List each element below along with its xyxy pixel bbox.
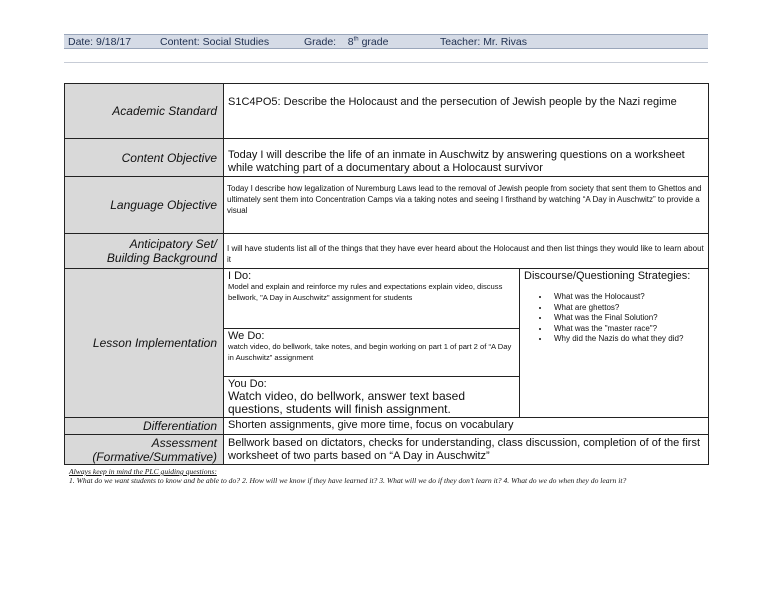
- discourse-heading: Discourse/Questioning Strategies:: [524, 270, 691, 282]
- plc-questions-text: 1. What do we want students to know and be able to do? 2. How will we know if they have learned it? 3. What will we do if they don’t learn it? 4. What do we do when they do learn it?: [69, 475, 627, 485]
- header-date: Date: 9/18/17: [68, 36, 132, 48]
- plc-heading: Always keep in mind the PLC guiding questions:: [69, 467, 217, 476]
- lesson-implementation-cell: [224, 269, 709, 418]
- label-lesson-implementation: Lesson Implementation: [65, 269, 224, 418]
- value-anticipatory-set: I will have students list all of the things that they have ever heard about the Holocaust and then list things they would like to learn about it: [224, 234, 709, 269]
- header-teacher: Teacher: Mr. Rivas: [440, 36, 527, 48]
- header-grade: [304, 36, 388, 48]
- we-do-text: watch video, do bellwork, take notes, and begin working on part 1 of part 2 of “A Day in Auschwitz” assignment: [228, 342, 512, 362]
- plc-guiding-questions: [69, 468, 699, 485]
- row-anticipatory-set: [65, 234, 709, 269]
- value-language-objective: Today I describe how legalization of Nuremburg Laws lead to the removal of Jewish people from society that sent them to Ghettos and ultimately sent them into Concentration Camps via a taking notes and seeing I firsthand by watching “A Day in Auschwitz” to provide a visual: [224, 177, 709, 234]
- value-content-objective: Today I will describe the life of an inmate in Auschwitz by answering questions on a worksheet while watching part of a documentary about a Holocaust survivor: [224, 139, 709, 177]
- label-assessment-line1: Assessment: [151, 435, 217, 450]
- you-do-text: Watch video, do bellwork, answer text based questions, students will finish assignment.: [228, 389, 466, 416]
- question-item: • What are ghettos?: [550, 303, 704, 314]
- question-item: • What was the Final Solution?: [550, 313, 704, 324]
- discourse-block: [520, 269, 708, 417]
- label-anticipatory-line1: Anticipatory Set/: [129, 237, 217, 251]
- value-assessment: Bellwork based on dictators, checks for understanding, class discussion, completion of of the first worksheet of two parts based on “A Day in Auschwitz”: [224, 435, 709, 465]
- header-divider: [64, 62, 708, 63]
- label-anticipatory-line2: Building Background: [106, 251, 217, 265]
- i-do-block: [224, 269, 519, 328]
- row-content-objective: [65, 139, 709, 177]
- grade-suffix: th: [353, 36, 359, 43]
- header-bar: [64, 34, 708, 49]
- row-differentiation: [65, 418, 709, 435]
- question-item: • What was the "master race"?: [550, 324, 704, 335]
- label-academic-standard: Academic Standard: [65, 84, 224, 139]
- you-do-block: [224, 376, 519, 417]
- value-differentiation: Shorten assignments, give more time, focus on vocabulary: [224, 418, 709, 435]
- row-lesson-implementation: [65, 269, 709, 418]
- label-content-objective: Content Objective: [65, 139, 224, 177]
- lesson-plan-table: [64, 83, 709, 465]
- grade-label: Grade:: [304, 36, 337, 48]
- row-language-objective: [65, 177, 709, 234]
- we-do-heading: We Do:: [228, 330, 265, 342]
- i-do-heading: I Do:: [228, 270, 252, 282]
- row-assessment: [65, 435, 709, 465]
- you-do-heading: You Do:: [228, 378, 267, 390]
- question-list: [524, 292, 704, 345]
- question-item: • Why did the Nazis do what they did?: [550, 334, 704, 345]
- grade-number: 8: [347, 36, 354, 48]
- header-content: Content: Social Studies: [160, 36, 270, 48]
- grade-word: grade: [361, 36, 389, 48]
- i-do-text: Model and explain and reinforce my rules and expectations explain video, discuss bellwork, "A Day in Auschwitz" assignment for students: [228, 282, 503, 302]
- label-language-objective: Language Objective: [65, 177, 224, 234]
- label-differentiation: Differentiation: [65, 418, 224, 435]
- we-do-block: [224, 328, 519, 376]
- label-assessment: [65, 435, 224, 465]
- label-anticipatory-set: [65, 234, 224, 269]
- row-academic-standard: [65, 84, 709, 139]
- value-academic-standard: S1C4PO5: Describe the Holocaust and the persecution of Jewish people by the Nazi regime: [224, 84, 709, 139]
- question-item: • What was the Holocaust?: [550, 292, 704, 303]
- label-assessment-line2: (Formative/Summative): [92, 449, 217, 464]
